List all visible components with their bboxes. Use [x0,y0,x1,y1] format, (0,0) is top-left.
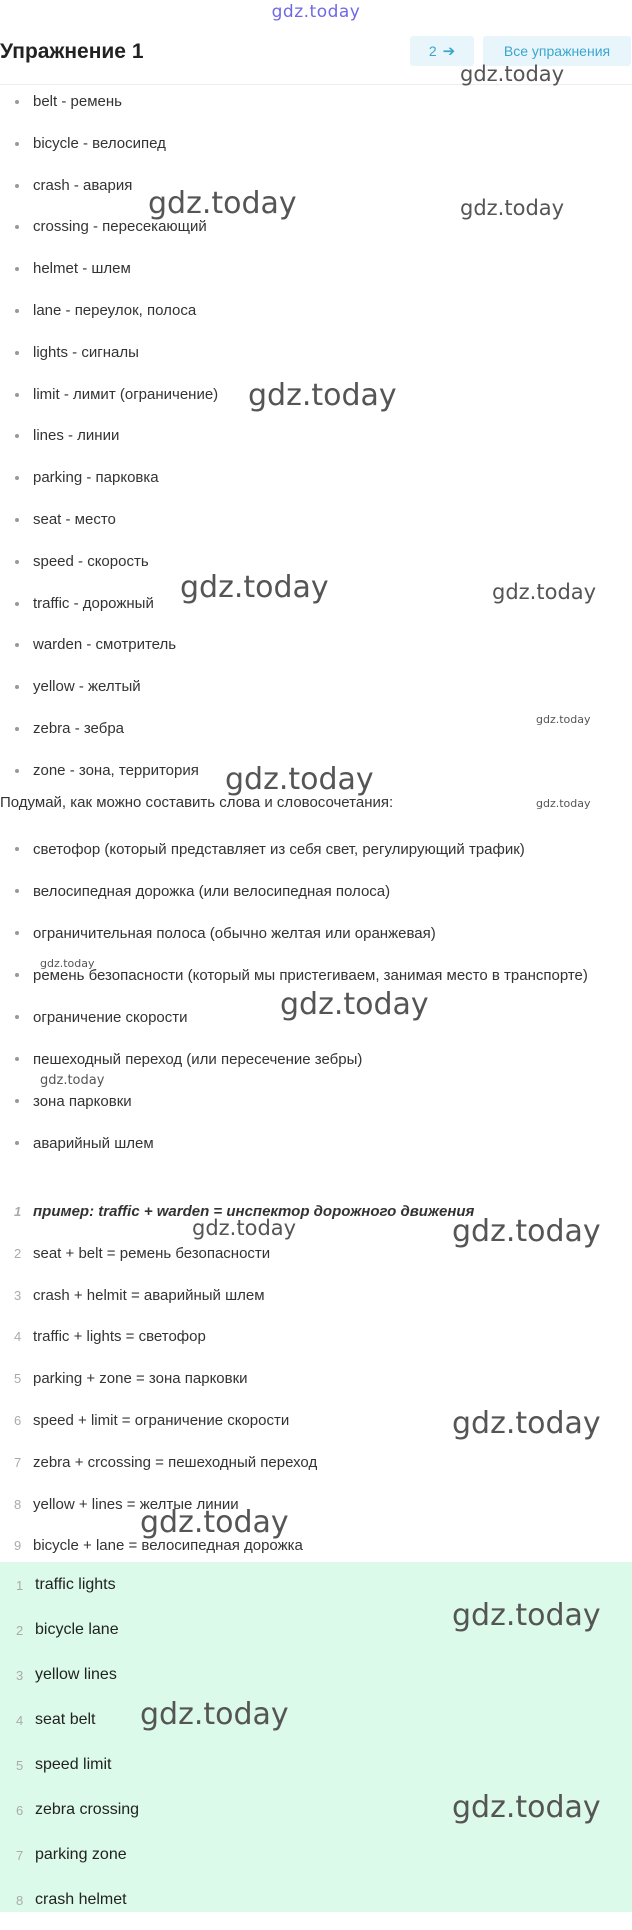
compound-text: bicycle + lane = велосипедная дорожка [33,1537,303,1555]
phrase-text: аварийный шлем [33,1135,154,1152]
vocabulary-text: seat - место [33,510,116,528]
bullet-icon [15,1015,19,1019]
bullet-icon [15,100,19,104]
item-number: 4 [16,1713,24,1728]
watermark: gdz.today [140,1697,289,1732]
watermark: gdz.today [280,987,429,1022]
compound-item [0,1366,632,1408]
watermark: gdz.today [180,570,329,605]
phrases-intro: Подумай, как можно составить слова и словосочетания: [0,794,394,811]
vocabulary-text: zebra - зебра [33,719,125,737]
item-number: 2 [16,1623,24,1638]
watermark: gdz.today [140,1505,289,1540]
bullet-icon [15,309,19,313]
vocabulary-text: lane - переулок, полоса [33,301,197,319]
item-number: 1 [16,1578,24,1593]
answer-text: seat belt [35,1711,96,1728]
item-number: 9 [14,1538,22,1554]
bullet-icon [15,847,19,851]
vocabulary-text: speed - скорость [33,552,149,570]
bullet-icon [15,769,19,773]
item-number: 1 [14,1204,22,1219]
bullet-icon [15,931,19,935]
vocabulary-item [0,462,632,504]
bullet-icon [15,142,19,146]
watermark: gdz.today [148,186,297,221]
vocabulary-text: warden - смотритель [33,636,177,654]
item-number: 4 [14,1329,22,1345]
bullet-icon [15,973,19,977]
compound-text: seat + belt = ремень безопасности [33,1244,271,1262]
answer-text: traffic lights [35,1576,116,1593]
watermark: gdz.today [192,1216,297,1240]
phrase-text: пешеходный переход (или пересечение зебры) [33,1051,363,1068]
item-number: 7 [16,1848,24,1863]
answer-item [0,1885,632,1930]
answer-item [0,1705,632,1750]
vocabulary-item [0,295,632,337]
phrase-item [0,875,632,908]
vocabulary-text: belt - ремень [33,93,122,110]
phrase-text: ограничение скорости [33,1009,188,1026]
bullet-icon [15,184,19,188]
item-number: 3 [16,1668,24,1683]
bullet-icon [15,518,19,522]
watermark: gdz.today [536,797,591,810]
item-number: 5 [16,1758,24,1773]
vocabulary-text: yellow - желтый [33,678,141,696]
bullet-icon [15,1099,19,1103]
vocabulary-text: lines - линии [33,427,120,445]
bullet-icon [15,1057,19,1061]
vocabulary-text: crossing - пересекающий [33,218,207,236]
compound-text: yellow + lines = желтые линии [33,1495,239,1513]
all-exercises-button[interactable]: Все упражнения [483,36,631,66]
phrase-text: зона парковки [33,1093,132,1110]
phrase-text: ремень безопасности (который мы пристегиваем, занимая место в транспорте) [33,967,588,984]
vocabulary-text: zone - зона, территория [33,761,199,779]
item-number: 8 [16,1893,24,1908]
item-number: 3 [14,1287,22,1303]
bullet-icon [15,685,19,689]
next-exercise-label: 2 [428,43,437,59]
item-number: 8 [14,1496,22,1512]
answer-text: bicycle lane [35,1621,119,1638]
answer-text: crash helmet [35,1891,127,1908]
phrase-item [0,1085,632,1118]
vocabulary-text: traffic - дорожный [33,594,154,612]
bullet-icon [15,889,19,893]
vocabulary-item [0,253,632,295]
compound-text: speed + limit = ограничение скорости [33,1411,290,1429]
phrase-text: велосипедная дорожка (или велосипедная полоса) [33,883,391,900]
watermark: gdz.today [452,1598,601,1633]
item-number: 6 [14,1412,22,1428]
watermark: gdz.today [248,378,397,413]
bullet-icon [15,1141,19,1145]
compound-text: пример: traffic + warden = инспектор дорожного движения [33,1203,475,1220]
watermark: gdz.today [40,957,95,970]
bullet-icon [15,393,19,397]
vocabulary-item [0,337,632,379]
answer-text: parking zone [35,1846,127,1863]
phrase-text: ограничительная полоса (обычно желтая или оранжевая) [33,925,436,942]
compound-item [0,1450,632,1492]
answer-text: yellow lines [35,1666,117,1683]
vocabulary-text: parking - парковка [33,469,159,487]
bullet-icon [15,727,19,731]
compound-words-list [0,1199,632,1575]
compound-item [0,1283,632,1325]
bullet-icon [15,434,19,438]
bullet-icon [15,267,19,271]
bullet-icon [15,225,19,229]
watermark: gdz.today [225,762,374,797]
answer-item [0,1750,632,1795]
compound-text: parking + zone = зона парковки [33,1370,248,1388]
vocabulary-item [0,128,632,170]
bullet-icon [15,351,19,355]
bullet-icon [15,643,19,647]
page-title: Упражнение 1 [0,40,144,63]
item-number: 6 [16,1803,24,1818]
vocabulary-item [0,420,632,462]
compound-text: zebra + crcossing = пешеходный переход [33,1453,318,1471]
phrase-item [0,1043,632,1076]
compound-item [0,1492,632,1534]
compound-item [0,1324,632,1366]
answer-text: zebra crossing [35,1801,140,1818]
vocabulary-text: lights - сигналы [33,343,139,361]
compound-text: crash + helmit = аварийный шлем [33,1286,265,1304]
vocabulary-text: bicycle - велосипед [33,134,166,152]
arrow-right-icon: ➔ [442,43,456,60]
watermark: gdz.today [452,1406,601,1441]
phrase-text: светофор (который представляет из себя свет, регулирующий трафик) [33,841,525,858]
phrase-item [0,833,632,866]
watermark: gdz.today [536,713,591,726]
bullet-icon [15,476,19,480]
watermark: gdz.today [492,580,597,604]
vocabulary-text: helmet - шлем [33,260,131,278]
answer-item [0,1840,632,1885]
bullet-icon [15,560,19,564]
item-number: 7 [14,1454,22,1470]
answer-text: speed limit [35,1756,112,1773]
compound-text: traffic + lights = светофор [33,1328,206,1346]
answer-item [0,1660,632,1705]
watermark: gdz.today [452,1214,601,1249]
watermark: gdz.today [460,62,565,86]
vocabulary-text: crash - авария [33,176,133,194]
item-number: 5 [14,1371,22,1387]
vocabulary-item [0,504,632,546]
vocabulary-item [0,671,632,713]
vocabulary-text: limit - лимит (ограничение) [33,385,219,403]
bullet-icon [15,602,19,606]
vocabulary-item [0,629,632,671]
item-number: 2 [14,1245,22,1261]
watermark: gdz.today [460,196,565,220]
watermark: gdz.today [452,1790,601,1825]
vocabulary-list [0,86,632,797]
site-logo[interactable]: gdz.today [271,2,361,22]
vocabulary-item [0,86,632,128]
phrase-item [0,917,632,950]
phrase-item [0,1127,632,1160]
watermark: gdz.today [40,1073,105,1088]
